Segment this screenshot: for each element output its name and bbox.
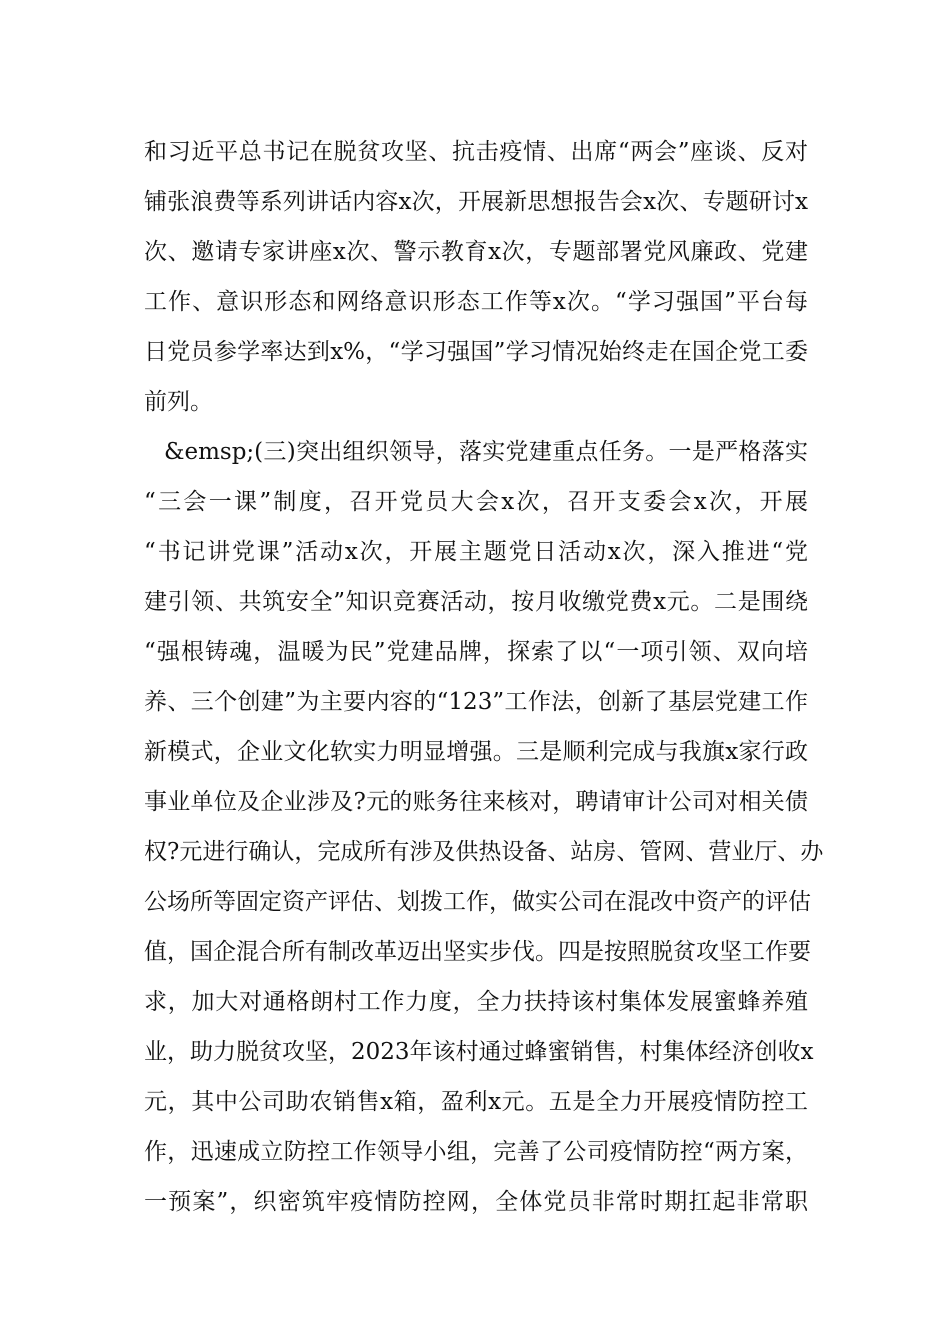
text-line: 工作、意识形态和网络意识形态工作等x次。“学习强国”平台每 bbox=[144, 289, 808, 315]
paragraph-heading-line: &emsp;(三)突出组织领导，落实党建重点任务。一是严格落实 bbox=[164, 439, 808, 465]
text-line: 和习近平总书记在脱贫攻坚、抗击疫情、出席“两会”座谈、反对 bbox=[144, 139, 808, 165]
text-line: 一预案”，织密筑牢疫情防控网，全体党员非常时期扛起非常职 bbox=[144, 1189, 808, 1215]
text-line: 养、三个创建”为主要内容的“123”工作法，创新了基层党建工作 bbox=[144, 689, 808, 715]
text-line: “书记讲党课”活动x次，开展主题党日活动x次，深入推进“党 bbox=[144, 539, 808, 565]
text-line: 铺张浪费等系列讲话内容x次，开展新思想报告会x次、专题研讨x bbox=[144, 189, 808, 215]
text-line: 新模式，企业文化软实力明显增强。三是顺利完成与我旗x家行政 bbox=[144, 739, 808, 765]
text-line: “强根铸魂，温暖为民”党建品牌，探索了以“一项引领、双向培 bbox=[144, 639, 808, 665]
text-line: 值，国企混合所有制改革迈出坚实步伐。四是按照脱贫攻坚工作要 bbox=[144, 939, 811, 965]
text-line: 日党员参学率达到x%，“学习强国”学习情况始终走在国企党工委 bbox=[144, 339, 808, 365]
text-line: “三会一课”制度，召开党员大会x次，召开支委会x次，开展 bbox=[144, 489, 808, 515]
text-line: 前列。 bbox=[144, 389, 213, 415]
text-line: 次、邀请专家讲座x次、警示教育x次，专题部署党风廉政、党建 bbox=[144, 239, 808, 265]
text-line: 建引领、共筑安全”知识竞赛活动，按月收缴党费x元。二是围绕 bbox=[144, 589, 808, 615]
text-line: 作，迅速成立防控工作领导小组，完善了公司疫情防控“两方案， bbox=[144, 1139, 808, 1165]
text-line: 事业单位及企业涉及?元的账务往来核对，聘请审计公司对相关债 bbox=[144, 789, 808, 815]
text-line: 求，加大对通格朗村工作力度，全力扶持该村集体发展蜜蜂养殖 bbox=[144, 989, 808, 1015]
text-line: 公场所等固定资产评估、划拨工作，做实公司在混改中资产的评估 bbox=[144, 889, 811, 915]
text-line: 元，其中公司助农销售x箱，盈利x元。五是全力开展疫情防控工 bbox=[144, 1089, 808, 1115]
text-line: 业，助力脱贫攻坚，2023年该村通过蜂蜜销售，村集体经济创收x bbox=[144, 1039, 814, 1065]
text-line: 权?元进行确认，完成所有涉及供热设备、站房、管网、营业厅、办 bbox=[144, 839, 824, 865]
